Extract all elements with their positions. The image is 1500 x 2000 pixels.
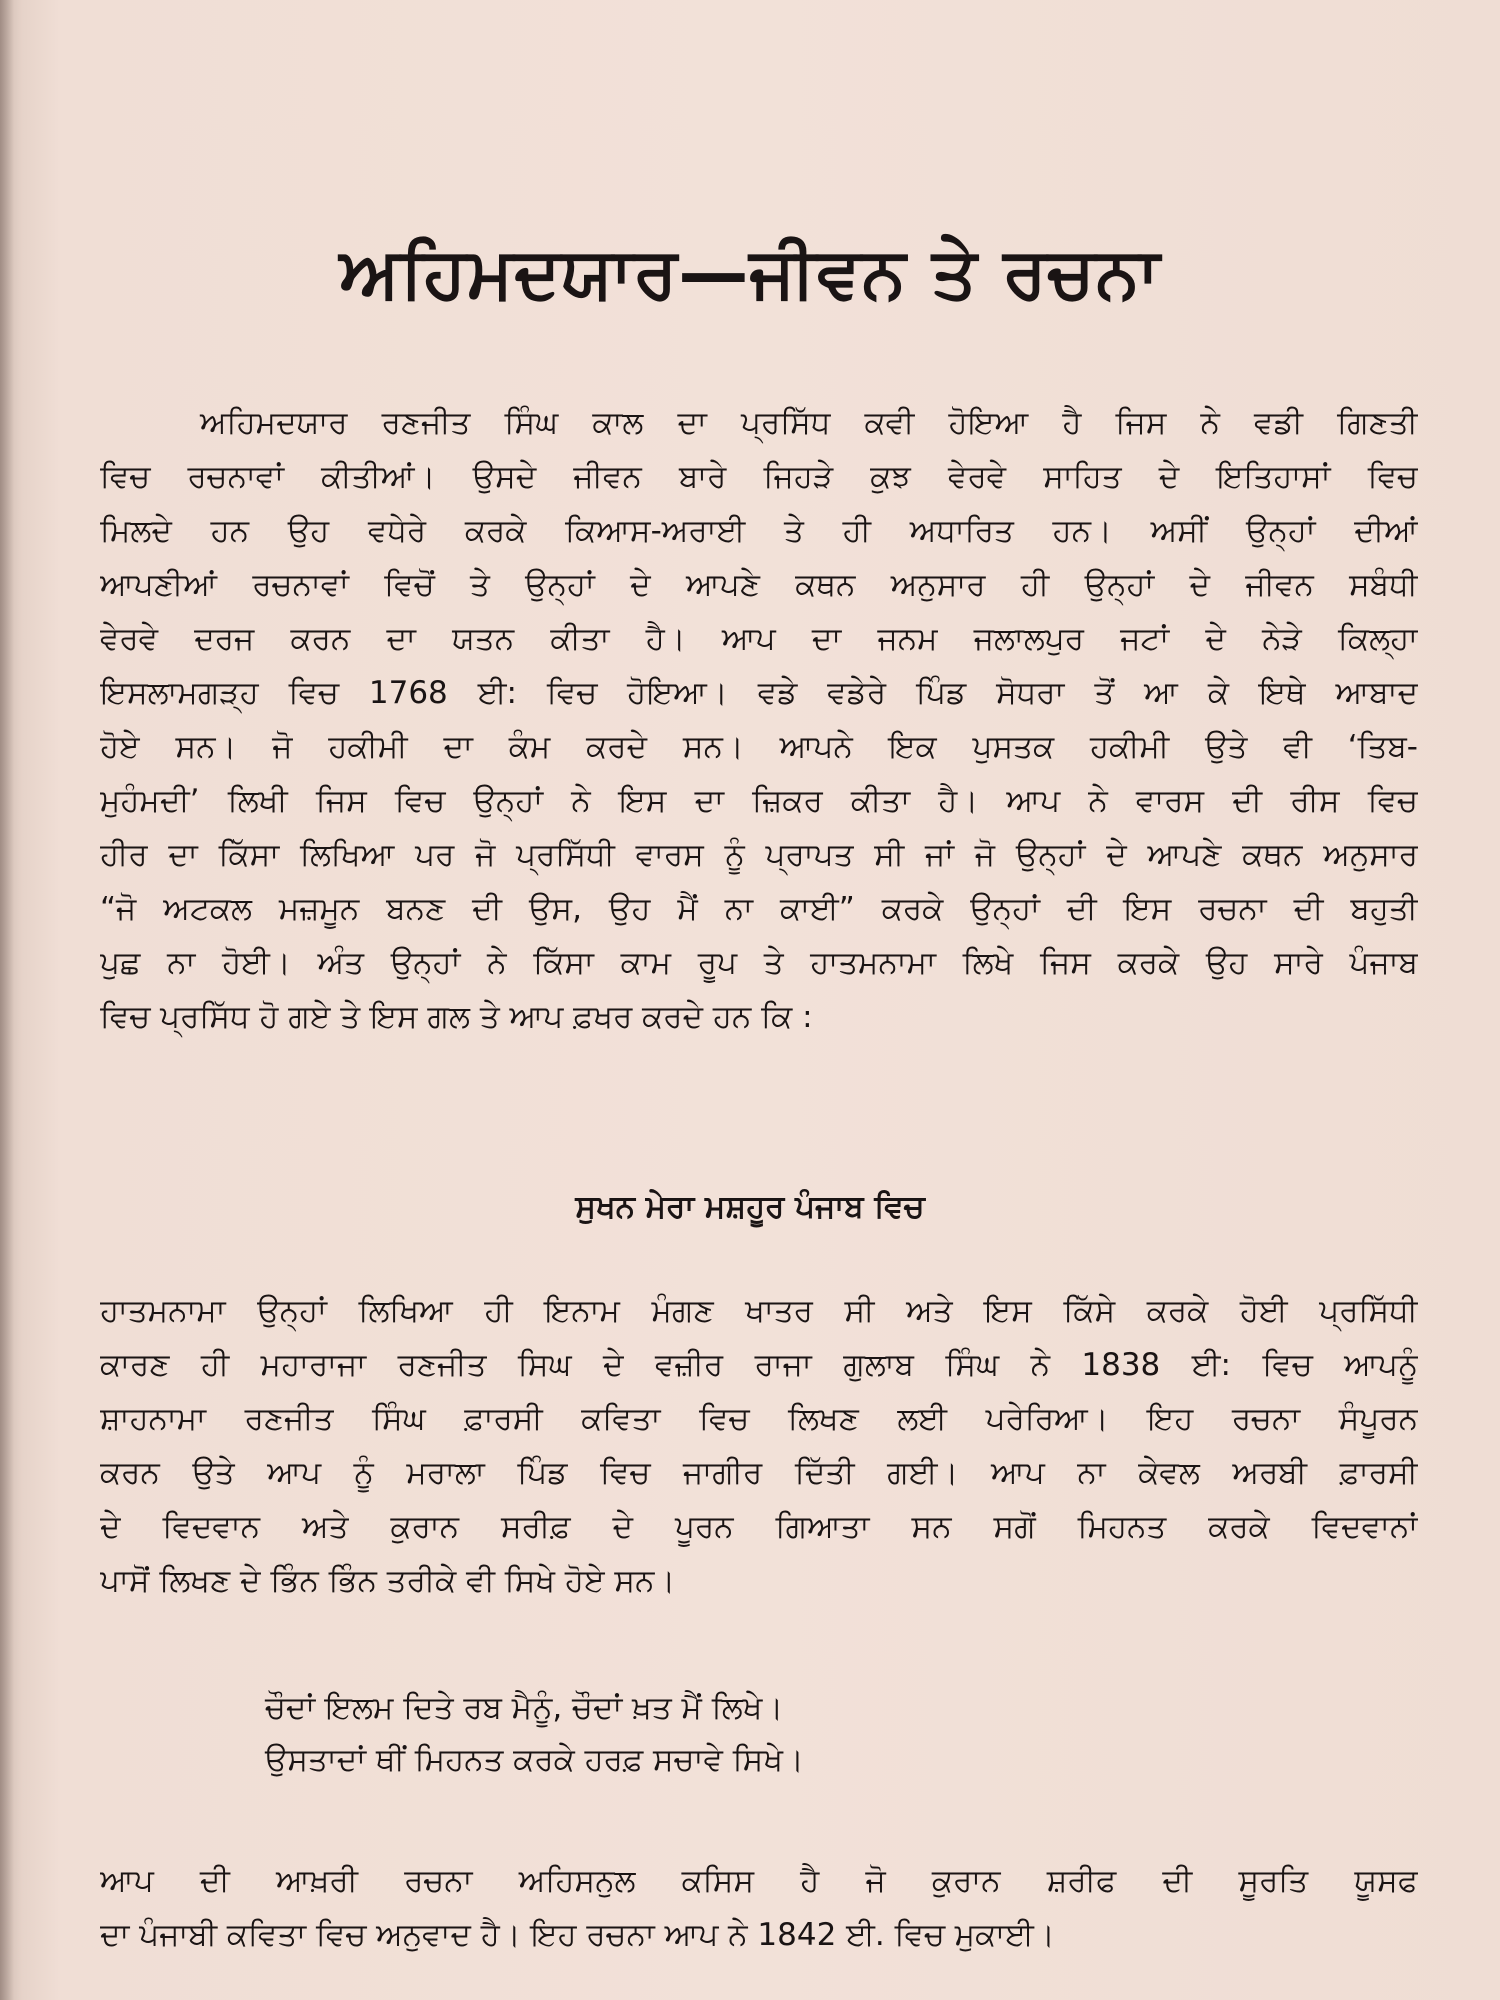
paragraph-1-line: “ਜੋ ਅਟਕਲ ਮਜ਼ਮੂਨ ਬਨਣ ਦੀ ਉਸ, ਉਹ ਮੈਂ ਨਾ ਕਾਈ” ਕਰਕੇ ਉਨ੍ਹਾਂ ਦੀ ਇਸ ਰਚਨਾ ਦੀ ਬਹੁਤੀ: [100, 891, 1418, 927]
verse-line: ਉਸਤਾਦਾਂ ਥੀਂ ਮਿਹਨਤ ਕਰਕੇ ਹਰਫ਼ ਸਚਾਵੇ ਸਿਖੇ।: [265, 1742, 804, 1778]
paragraph-1: [100, 396, 1418, 1044]
paragraph-2-line: ਕਾਰਣ ਹੀ ਮਹਾਰਾਜਾ ਰਣਜੀਤ ਸਿਘ ਦੇ ਵਜ਼ੀਰ ਰਾਜਾ ਗੁਲਾਬ ਸਿੰਘ ਨੇ 1838 ਈ: ਵਿਚ ਆਪਨੂੰ: [100, 1347, 1418, 1383]
quoted-verse-line: ਸੁਖਨ ਮੇਰਾ ਮਸ਼ਹੂਰ ਪੰਜਾਬ ਵਿਚ: [575, 1189, 925, 1225]
paragraph-2-line: ਦੇ ਵਿਦਵਾਨ ਅਤੇ ਕੁਰਾਨ ਸਰੀਫ਼ ਦੇ ਪੂਰਨ ਗਿਆਤਾ ਸਨ ਸਗੋਂ ਮਿਹਨਤ ਕਰਕੇ ਵਿਦਵਾਨਾਂ: [100, 1509, 1418, 1545]
page-title: ਅਹਿਮਦਯਾਰ—ਜੀਵਨ ਤੇ ਰਚਨਾ: [339, 232, 1161, 314]
paragraph-1-line: ਹੀਰ ਦਾ ਕਿੱਸਾ ਲਿਖਿਆ ਪਰ ਜੋ ਪ੍ਰਸਿੱਧੀ ਵਾਰਸ ਨੂੰ ਪ੍ਰਾਪਤ ਸੀ ਜਾਂ ਜੋ ਉਨ੍ਹਾਂ ਦੇ ਆਪਣੇ ਕਥਨ ਅਨੁਸਾਰ: [100, 837, 1418, 873]
paragraph-2-line: ਸ਼ਾਹਨਾਮਾ ਰਣਜੀਤ ਸਿੰਘ ਫ਼ਾਰਸੀ ਕਵਿਤਾ ਵਿਚ ਲਿਖਣ ਲਈ ਪਰੇਰਿਆ। ਇਹ ਰਚਨਾ ਸੰਪੂਰਨ: [100, 1401, 1418, 1437]
paragraph-2-line: ਹਾਤਮਨਾਮਾ ਉਨ੍ਹਾਂ ਲਿਖਿਆ ਹੀ ਇਨਾਮ ਮੰਗਣ ਖਾਤਰ ਸੀ ਅਤੇ ਇਸ ਕਿੱਸੇ ਕਰਕੇ ਹੋਈ ਪ੍ਰਸਿੱਧੀ: [100, 1293, 1418, 1329]
paragraph-1-line: ਹੋਏ ਸਨ। ਜੋ ਹਕੀਮੀ ਦਾ ਕੰਮ ਕਰਦੇ ਸਨ। ਆਪਨੇ ਇਕ ਪੁਸਤਕ ਹਕੀਮੀ ਉਤੇ ਵੀ ‘ਤਿਬ-: [100, 729, 1418, 765]
paragraph-1-line: ਆਪਣੀਆਂ ਰਚਨਾਵਾਂ ਵਿਚੋਂ ਤੇ ਉਨ੍ਹਾਂ ਦੇ ਆਪਣੇ ਕਥਨ ਅਨੁਸਾਰ ਹੀ ਉਨ੍ਹਾਂ ਦੇ ਜੀਵਨ ਸਬੰਧੀ: [100, 567, 1418, 603]
paragraph-1-line: ਵੇਰਵੇ ਦਰਜ ਕਰਨ ਦਾ ਯਤਨ ਕੀਤਾ ਹੈ। ਆਪ ਦਾ ਜਨਮ ਜਲਾਲਪੁਰ ਜਟਾਂ ਦੇ ਨੇੜੇ ਕਿਲ੍ਹਾ: [100, 621, 1418, 657]
paragraph-1-line: ਅਹਿਮਦਯਾਰ ਰਣਜੀਤ ਸਿੰਘ ਕਾਲ ਦਾ ਪ੍ਰਸਿੱਧ ਕਵੀ ਹੋਇਆ ਹੈ ਜਿਸ ਨੇ ਵਡੀ ਗਿਣਤੀ: [200, 405, 1418, 441]
paragraph-1-line: ਮਿਲਦੇ ਹਨ ਉਹ ਵਧੇਰੇ ਕਰਕੇ ਕਿਆਸ-ਅਰਾਈ ਤੇ ਹੀ ਅਧਾਰਿਤ ਹਨ। ਅਸੀਂ ਉਨ੍ਹਾਂ ਦੀਆਂ: [100, 513, 1418, 549]
paragraph-3: [100, 1854, 1418, 1962]
paragraph-1-line: ਮੁਹੰਮਦੀ’ ਲਿਖੀ ਜਿਸ ਵਿਚ ਉਨ੍ਹਾਂ ਨੇ ਇਸ ਦਾ ਜ਼ਿਕਰ ਕੀਤਾ ਹੈ। ਆਪ ਨੇ ਵਾਰਸ ਦੀ ਰੀਸ ਵਿਚ: [100, 783, 1418, 819]
paragraph-2-line: ਕਰਨ ਉਤੇ ਆਪ ਨੂੰ ਮਰਾਲਾ ਪਿੰਡ ਵਿਚ ਜਾਗੀਰ ਦਿੱਤੀ ਗਈ। ਆਪ ਨਾ ਕੇਵਲ ਅਰਬੀ ਫ਼ਾਰਸੀ: [100, 1455, 1418, 1491]
paragraph-1-line: ਵਿਚ ਪ੍ਰਸਿੱਧ ਹੋ ਗਏ ਤੇ ਇਸ ਗਲ ਤੇ ਆਪ ਫ਼ਖਰ ਕਰਦੇ ਹਨ ਕਿ :: [100, 999, 813, 1035]
paragraph-3-line: ਆਪ ਦੀ ਆਖ਼ਰੀ ਰਚਨਾ ਅਹਿਸਨੁਲ ਕਸਿਸ ਹੈ ਜੋ ਕੁਰਾਨ ਸ਼ਰੀਫ ਦੀ ਸੂਰਤਿ ਯੂਸਫ: [100, 1863, 1418, 1899]
verse-couplet: [265, 1682, 1065, 1786]
verse-line: ਚੌਦਾਂ ਇਲਮ ਦਿਤੇ ਰਬ ਮੈਨੂੰ, ਚੌਦਾਂ ਖ਼ਤ ਮੈਂ ਲਿਖੇ।: [265, 1690, 784, 1726]
paragraph-3-line: ਦਾ ਪੰਜਾਬੀ ਕਵਿਤਾ ਵਿਚ ਅਨੁਵਾਦ ਹੈ। ਇਹ ਰਚਨਾ ਆਪ ਨੇ 1842 ਈ. ਵਿਚ ਮੁਕਾਈ।: [100, 1917, 1055, 1953]
paragraph-1-line: ਪੁਛ ਨਾ ਹੋਈ। ਅੰਤ ਉਨ੍ਹਾਂ ਨੇ ਕਿੱਸਾ ਕਾਮ ਰੂਪ ਤੇ ਹਾਤਮਨਾਮਾ ਲਿਖੇ ਜਿਸ ਕਰਕੇ ਉਹ ਸਾਰੇ ਪੰਜਾਬ: [100, 945, 1418, 981]
paragraph-2: [100, 1284, 1418, 1608]
paragraph-1-line: ਇਸਲਾਮਗੜ੍ਹ ਵਿਚ 1768 ਈ: ਵਿਚ ਹੋਇਆ। ਵਡੇ ਵਡੇਰੇ ਪਿੰਡ ਸੋਧਰਾ ਤੋਂ ਆ ਕੇ ਇਥੇ ਆਬਾਦ: [100, 675, 1418, 711]
paragraph-2-line: ਪਾਸੋਂ ਲਿਖਣ ਦੇ ਭਿੰਨ ਭਿੰਨ ਤਰੀਕੇ ਵੀ ਸਿਖੇ ਹੋਏ ਸਨ।: [100, 1563, 676, 1599]
paragraph-1-line: ਵਿਚ ਰਚਨਾਵਾਂ ਕੀਤੀਆਂ। ਉਸਦੇ ਜੀਵਨ ਬਾਰੇ ਜਿਹੜੇ ਕੁਝ ਵੇਰਵੇ ਸਾਹਿਤ ਦੇ ਇਤਿਹਾਸਾਂ ਵਿਚ: [100, 459, 1418, 495]
